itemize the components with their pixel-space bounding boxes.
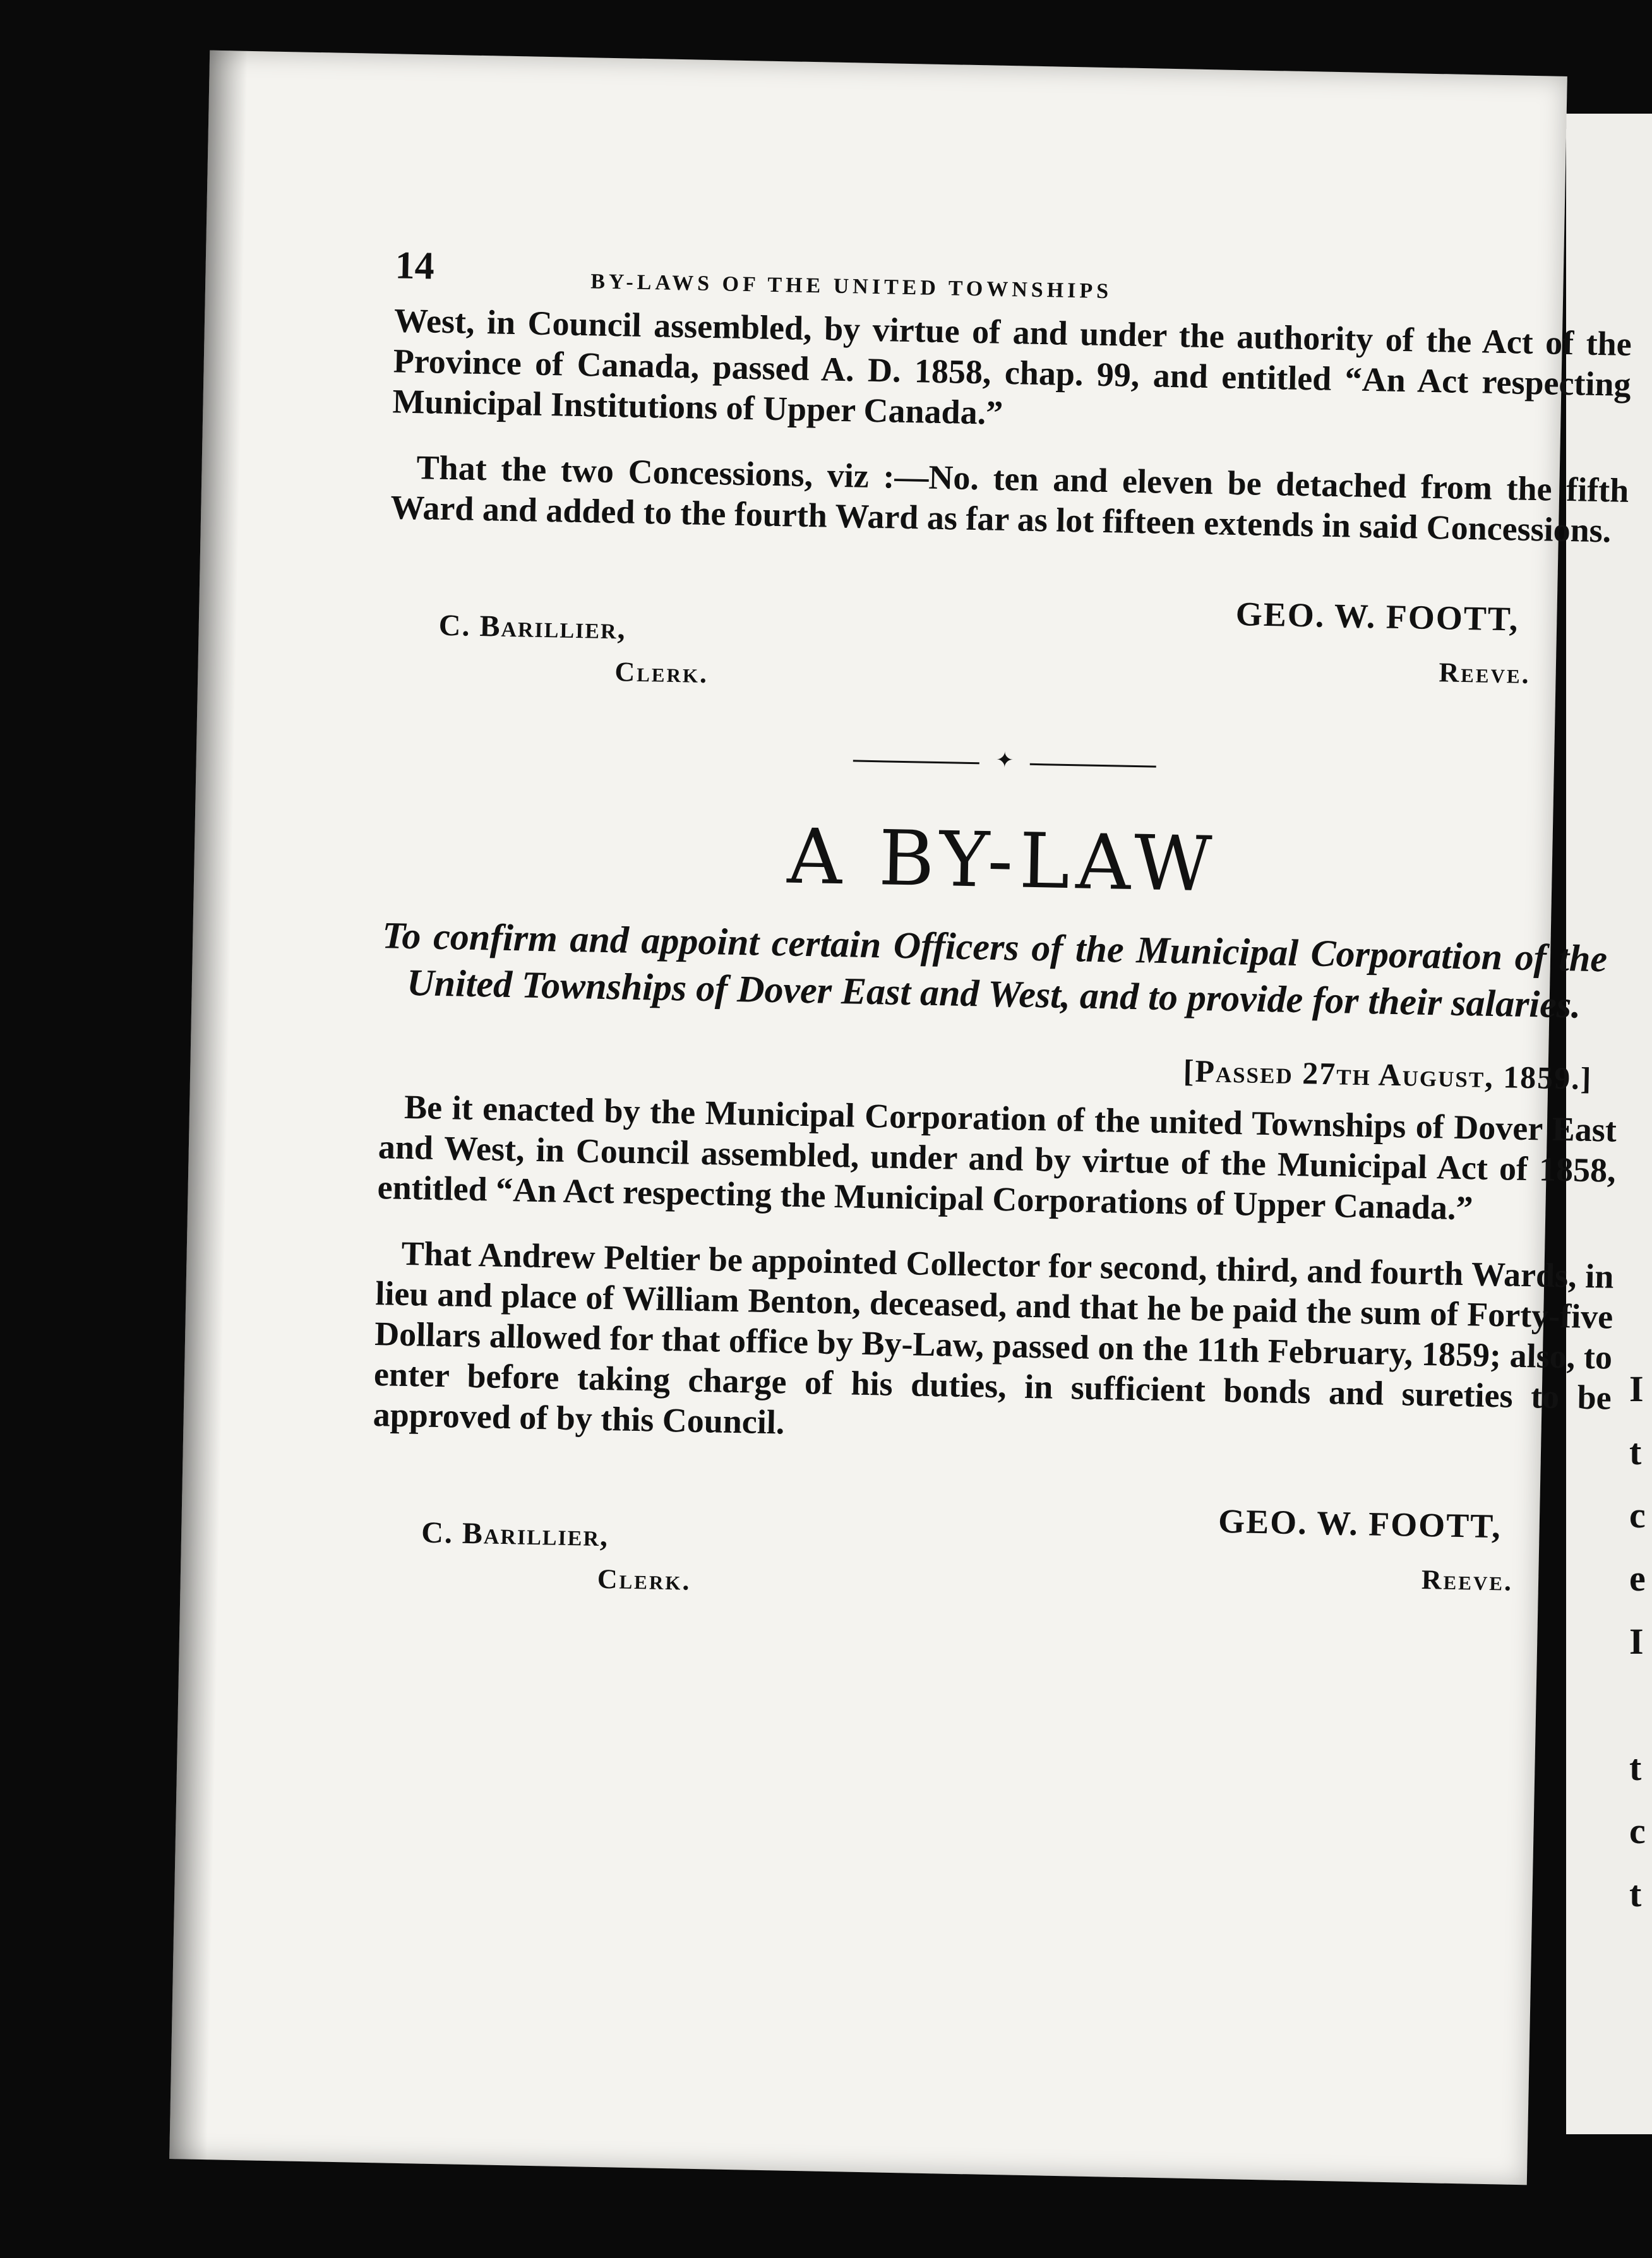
adjacent-page-letters: I t c e I t c t — [1629, 1368, 1646, 1915]
bylaw-continuation-intro: West, in Council assembled, by virtue of and under the authority of the Act of the Province of Canada, passed A. D. 1858, chap. 99, and entitled “An Act respecting Municipal Institutions of Upper Canada.” — [392, 301, 1632, 432]
document-page — [169, 51, 1632, 2185]
clerk-title: Clerk. — [597, 1563, 691, 1596]
bylaw-title: A BY-LAW — [786, 813, 1219, 909]
clerk-name: C. Barillier, — [421, 1515, 609, 1553]
clerk-name: C. Barillier, — [438, 608, 627, 646]
divider-line-right — [1030, 763, 1156, 768]
signature-block-1 — [387, 578, 1627, 722]
bylaw-body: That Andrew Peltier be appointed Collector for second, third, and fourth Wards, in lieu and place of William Benton, deceased, and that he be paid the sum of Forty-five Dollars allowed for that office by By-Law, passed on the 11th February, 1859; also, to enter before taking charge of his duties, in sufficient bonds and sureties to be approved of by this Council. — [373, 1234, 1614, 1442]
section-divider — [853, 747, 1156, 775]
divider-line-left — [853, 760, 979, 764]
reeve-title: Reeve. — [1421, 1563, 1514, 1597]
reeve-name: GEO. W. FOOTT, — [1235, 595, 1519, 638]
reeve-name: GEO. W. FOOTT, — [1218, 1502, 1502, 1546]
page-content — [369, 243, 1633, 1628]
reeve-title: Reeve. — [1439, 657, 1531, 690]
bylaw-subtitle: To confirm and appoint certain Officers of the Municipal Corporation of the United Townships of Dover East and West, and to provide for their salaries. — [381, 914, 1608, 1026]
divider-ornament-icon: ✦ — [995, 747, 1014, 774]
passed-date: [Passed 27th August, 1859.] — [1183, 1053, 1593, 1096]
bylaw-continuation-body: That the two Concessions, viz :—No. ten and eleven be detached from the fifth Ward and added to the fourth Ward as far as lot fifteen extends in said Concessions. — [390, 448, 1629, 550]
enacting-clause: Be it enacted by the Municipal Corporation of the united Townships of Dover East and West, in Council assembled, under and by virtue of the Municipal Act of 1858, entitled “An Act respecting the Municipal Corporations of Upper Canada.” — [377, 1087, 1617, 1228]
page-number: 14 — [395, 244, 435, 288]
running-head: BY-LAWS OF THE UNITED TOWNSHIPS — [590, 270, 1113, 304]
signature-block-2 — [369, 1485, 1609, 1629]
clerk-title: Clerk. — [614, 656, 709, 690]
